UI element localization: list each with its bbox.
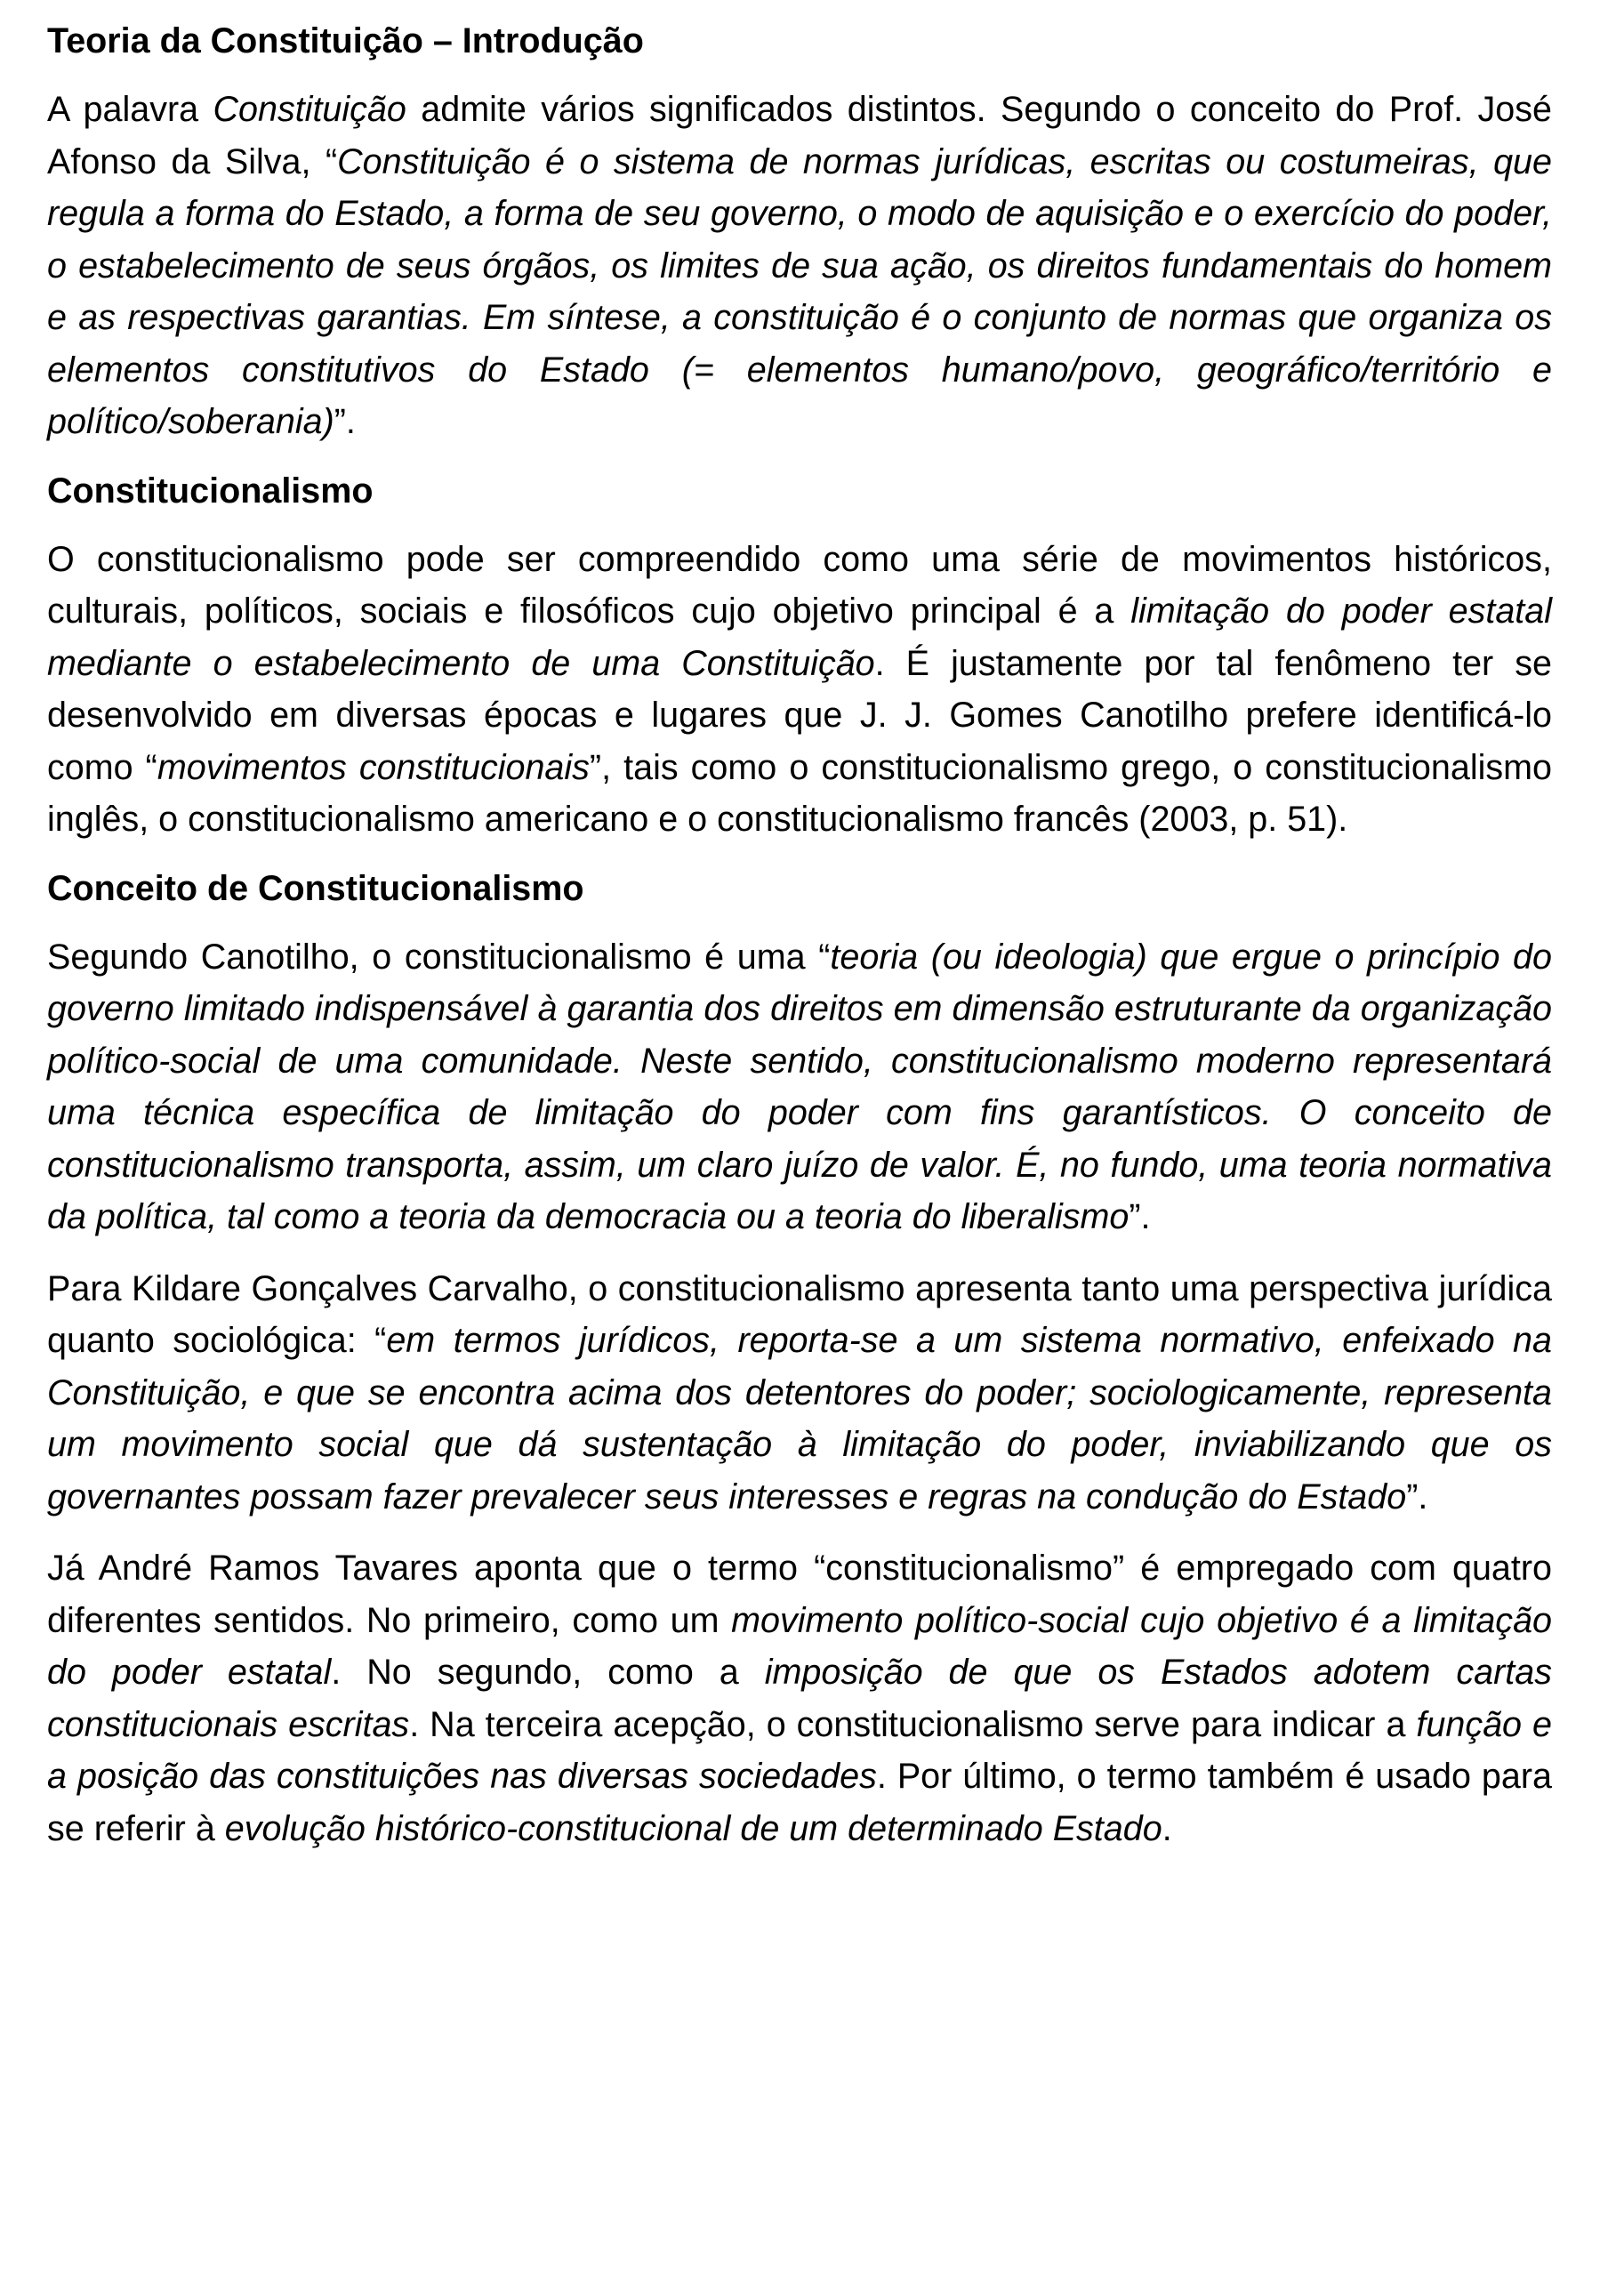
italic-run: movimento político-social cujo objetivo é a limitação do poder estatal [47, 1600, 1552, 1692]
text-run: . No segundo, como a [331, 1653, 765, 1692]
section-heading-introducao: Teoria da Constituição – Introdução [47, 21, 644, 60]
text-run: admite vários significados distintos. Segundo o conceito do Prof. José Afonso da Silva, “ [47, 90, 1552, 181]
italic-run: imposição de que os Estados adotem cartas constitucionais escritas [47, 1653, 1552, 1744]
text-run: ”. [334, 402, 356, 441]
section-heading-conceito: Conceito de Constitucionalismo [47, 868, 584, 908]
text-run: ”. [1129, 1197, 1151, 1236]
text-run: . Por último, o termo também é usado para se referir à [47, 1757, 1552, 1848]
text-run: Segundo Canotilho, o constitucionalismo é uma “ [47, 937, 831, 977]
text-run: ”. [1406, 1476, 1428, 1517]
text-run: O constitucionalismo pode ser compreendido como uma série de movimentos históricos, culturais, políticos, sociais e filosóficos cujo objetivo principal é a [47, 539, 1552, 631]
document-page [47, 18, 1552, 1874]
italic-quote: em termos jurídicos, reporta-se a um sistema normativo, enfeixado na Constituição, e que se encontra acima dos detentores do poder; sociologicamente, representa um movimento social que dá sustentação à limitação do poder, inviabilizando que os governantes possam fazer prevalecer seus interesses e regras na condução do Estado [47, 1321, 1552, 1517]
italic-quote: teoria (ou ideologia) que ergue o princípio do governo limitado indispensável à garantia dos direitos em dimensão estruturante da organização político-social de uma comunidade. Neste sentido, constitucionalismo moderno representará uma técnica específica de limitação do poder com fins garantísticos. O conceito de constitucionalismo transporta, assim, um claro juízo de valor. É, no fundo, uma teoria normativa da política, tal como a teoria da democracia ou a teoria do liberalismo [47, 937, 1552, 1236]
paragraph-definicao-constituicao [47, 84, 1552, 448]
paragraph-kildare [47, 1263, 1552, 1524]
italic-quote: Constituição é o sistema de normas jurídicas, escritas ou costumeiras, que regula a forma do Estado, a forma de seu governo, o modo de aquisição e o exercício do poder, o estabelecimento de seus órgãos, os limites de sua ação, os direitos fundamentais do homem e as respectivas garantias. Em síntese, a constituição é o conjunto de normas que organiza os elementos constitutivos do Estado (= elementos humano/povo, geográfico/território e político/soberania) [47, 141, 1552, 441]
text-run: . Na terceira acepção, o constitucionalismo serve para indicar a [409, 1704, 1417, 1744]
italic-run: evolução histórico-constitucional de um determinado Estado [224, 1808, 1162, 1848]
text-run: . [1162, 1808, 1172, 1848]
italic-run: limitação do poder estatal mediante o estabelecimento de uma Constituição [47, 591, 1553, 683]
text-run: Já André Ramos Tavares aponta que o termo “constitucionalismo” é empregado com quatro diferentes sentidos. No primeiro, como um [47, 1549, 1552, 1640]
section-heading-constitucionalismo: Constitucionalismo [47, 471, 374, 511]
text-run: ”, tais como o constitucionalismo grego, o constitucionalismo inglês, o constitucionalismo americano e o constitucionalismo francês (2003, p. 51). [47, 747, 1553, 839]
text-run: Para Kildare Gonçalves Carvalho, o constitucionalismo apresenta tanto uma perspectiva jurídica quanto sociológica: “ [47, 1268, 1552, 1360]
paragraph-canotilho [47, 931, 1552, 1243]
paragraph-constitucionalismo [47, 534, 1552, 846]
italic-run: movimentos constitucionais [157, 747, 590, 787]
text-run: . É justamente por tal fenômeno ter se desenvolvido em diversas épocas e lugares que J. J. Gomes Canotilho prefere identificá-lo como “ [47, 643, 1552, 787]
text-run: A palavra [47, 90, 213, 129]
italic-run: função e a posição das constituições nas diversas sociedades [47, 1704, 1552, 1796]
paragraph-tavares [47, 1542, 1552, 1855]
italic-run: Constituição [213, 90, 406, 129]
